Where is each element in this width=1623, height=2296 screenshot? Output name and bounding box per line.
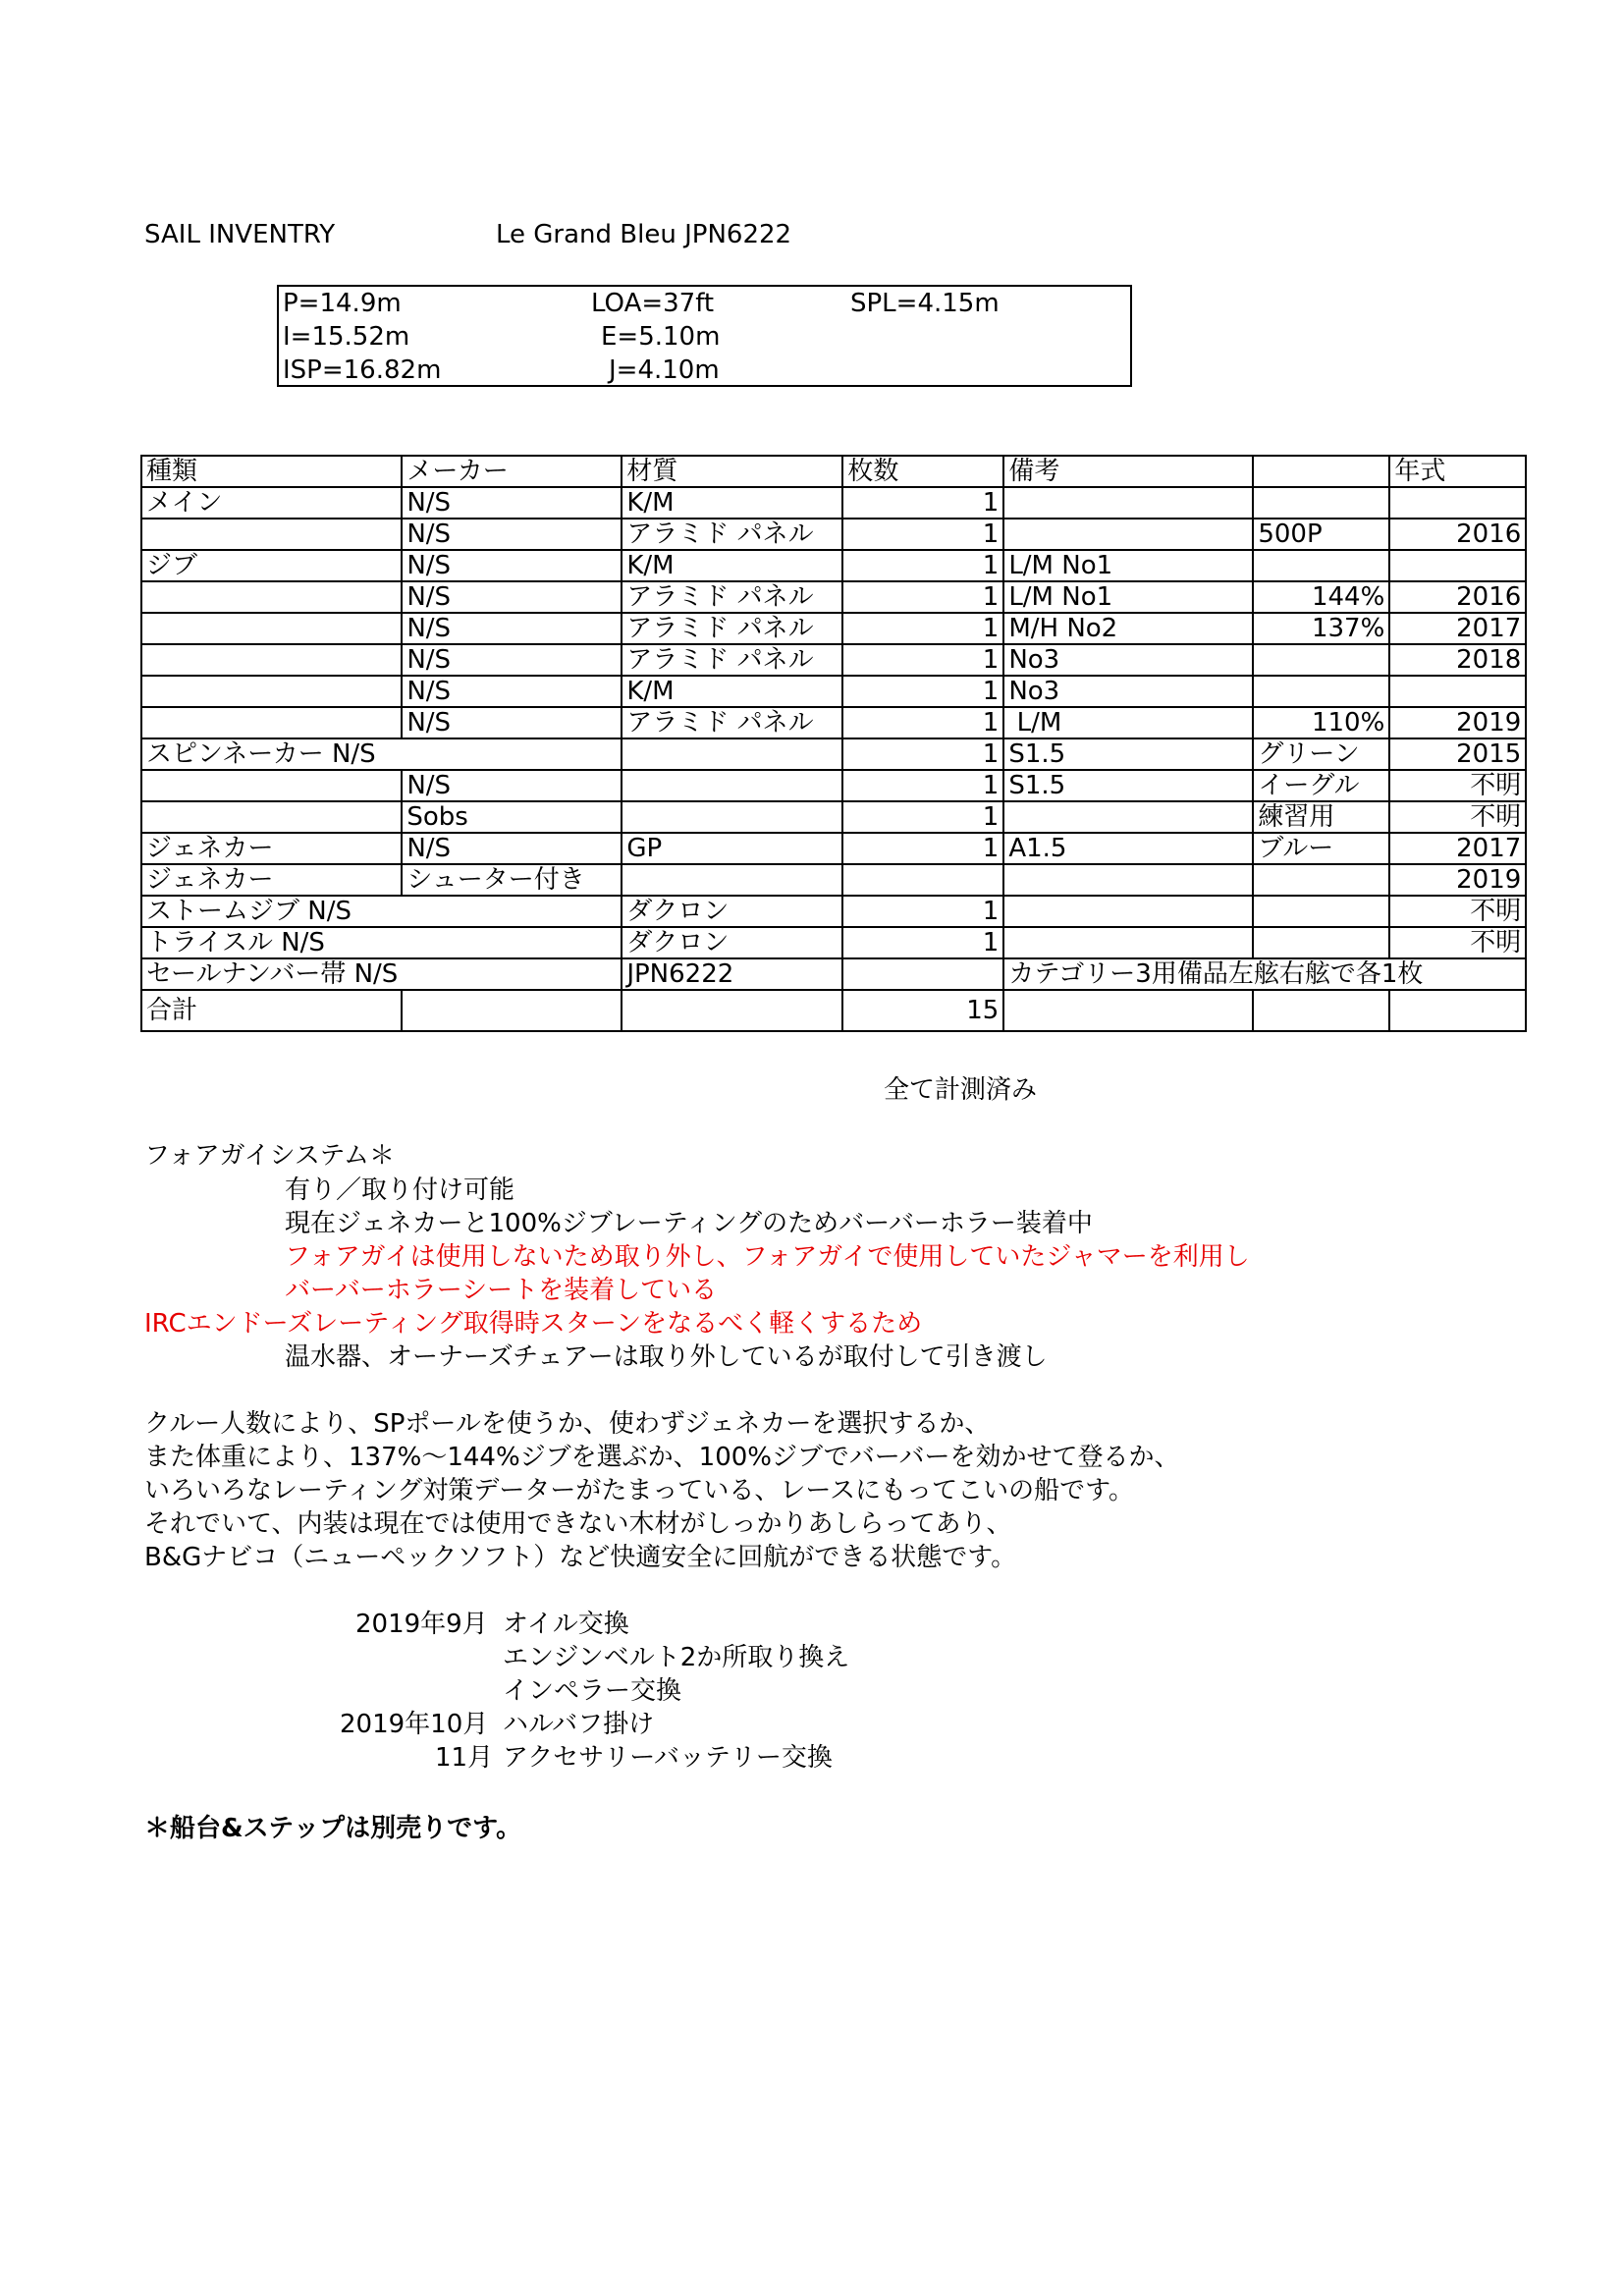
- table-row: [141, 801, 1526, 833]
- cell-count: 1: [842, 519, 1003, 550]
- cell-type: トライスル N/S: [141, 927, 402, 958]
- cell-material: [622, 864, 842, 896]
- cell-material: [622, 738, 842, 770]
- cell-material: K/M: [622, 550, 842, 581]
- cell-type: [141, 581, 402, 613]
- cell-note: [1003, 801, 1253, 833]
- header-cell: 備考: [1003, 456, 1253, 487]
- cell-extra: 110%: [1253, 707, 1389, 738]
- cell-type: ジェネカー: [141, 864, 402, 896]
- foreguy-line: 現在ジェネカーと100%ジブレーティングのためバーバーホラー装着中: [285, 1209, 1093, 1238]
- cell-count: [842, 864, 1003, 896]
- cell-year: 不明: [1389, 896, 1526, 927]
- cell-count: 1: [842, 801, 1003, 833]
- cell-extra: [1253, 676, 1389, 707]
- cell-type: [141, 644, 402, 676]
- cell-year: 2019: [1389, 707, 1526, 738]
- foreguy-line-red: IRCエンドーズレーティング取得時スターンをなるべく軽くするため: [144, 1309, 923, 1339]
- dim-j: J=4.10m: [609, 355, 720, 385]
- cell-extra: 500P: [1253, 519, 1389, 550]
- cell-total-label: 合計: [141, 990, 402, 1031]
- cell-count: 1: [842, 581, 1003, 613]
- maint-date: 2019年10月: [340, 1710, 489, 1739]
- dim-spl: SPL=4.15m: [850, 289, 1000, 318]
- cell-year: 不明: [1389, 801, 1526, 833]
- maint-date: 11月: [435, 1743, 494, 1773]
- doc-title: SAIL INVENTRY: [144, 220, 336, 249]
- cell-note: カテゴリー3用備品左舷右舷で各1枚: [1003, 958, 1526, 990]
- header-cell: 種類: [141, 456, 402, 487]
- cell-extra: [1253, 550, 1389, 581]
- table-row: [141, 896, 1526, 927]
- cell-year: 2015: [1389, 738, 1526, 770]
- table-row: [141, 487, 1526, 519]
- cell-count: 1: [842, 707, 1003, 738]
- cell-maker: [402, 958, 622, 990]
- cell-note: S1.5: [1003, 738, 1253, 770]
- cell-count: [842, 958, 1003, 990]
- cell-extra: [1253, 487, 1389, 519]
- cell-note: [1003, 896, 1253, 927]
- cell-year: [1389, 487, 1526, 519]
- cell-type: セールナンバー帯 N/S: [141, 958, 402, 990]
- cell-extra: 144%: [1253, 581, 1389, 613]
- cell-material: アラミド パネル: [622, 581, 842, 613]
- cell-maker: N/S: [402, 519, 622, 550]
- description-line: また体重により、137%～144%ジブを選ぶか、100%ジブでバーバーを効かせて登るか、: [144, 1443, 1180, 1472]
- cell-year: 2016: [1389, 581, 1526, 613]
- cell-maker: [402, 896, 622, 927]
- cell-year: 不明: [1389, 927, 1526, 958]
- cell-material: アラミド パネル: [622, 613, 842, 644]
- cell-type: ジブ: [141, 550, 402, 581]
- header-cell: 枚数: [842, 456, 1003, 487]
- cell-count: 1: [842, 676, 1003, 707]
- header-cell: 材質: [622, 456, 842, 487]
- cell-material: JPN6222: [622, 958, 842, 990]
- cell-note: No3: [1003, 676, 1253, 707]
- cell-maker: Sobs: [402, 801, 622, 833]
- cell-note: M/H No2: [1003, 613, 1253, 644]
- cell-year: [1389, 990, 1526, 1031]
- table-row: [141, 864, 1526, 896]
- cell-type: メイン: [141, 487, 402, 519]
- dim-loa: LOA=37ft: [591, 289, 715, 318]
- cell-maker: [402, 738, 622, 770]
- description-line: クルー人数により、SPポールを使うか、使わずジェネカーを選択するか、: [144, 1409, 991, 1439]
- table-row: [141, 519, 1526, 550]
- cell-note: [1003, 927, 1253, 958]
- foreguy-title: フォアガイシステム＊: [144, 1141, 396, 1171]
- table-row: [141, 581, 1526, 613]
- cell-extra: [1253, 896, 1389, 927]
- cell-material: アラミド パネル: [622, 519, 842, 550]
- cell-material: ダクロン: [622, 927, 842, 958]
- cell-count: 1: [842, 896, 1003, 927]
- dim-i: I=15.52m: [283, 322, 410, 352]
- description-line: B&Gナビコ（ニューペックソフト）など快適安全に回航ができる状態です。: [144, 1543, 1017, 1572]
- cell-material: K/M: [622, 487, 842, 519]
- cell-count: 1: [842, 550, 1003, 581]
- foreguy-line-red: バーバーホラーシートを装着している: [285, 1276, 718, 1305]
- cell-count: 1: [842, 833, 1003, 864]
- description-line: それでいて、内装は現在では使用できない木材がしっかりあしらってあり、: [144, 1509, 1012, 1539]
- cell-year: [1389, 550, 1526, 581]
- table-row: [141, 644, 1526, 676]
- cell-maker: N/S: [402, 487, 622, 519]
- table-row: [141, 833, 1526, 864]
- dim-p: P=14.9m: [283, 289, 402, 318]
- cell-maker: [402, 990, 622, 1031]
- cell-type: [141, 801, 402, 833]
- cell-count: 1: [842, 770, 1003, 801]
- table-row: [141, 770, 1526, 801]
- foreguy-line: 有り／取り付け可能: [285, 1175, 515, 1205]
- table-row: [141, 676, 1526, 707]
- maint-item: インペラー交換: [503, 1676, 682, 1706]
- maint-date: 2019年9月: [355, 1610, 488, 1639]
- header-cell: メーカー: [402, 456, 622, 487]
- cell-note: A1.5: [1003, 833, 1253, 864]
- cell-count: 1: [842, 644, 1003, 676]
- table-total-row: [141, 990, 1526, 1031]
- cell-maker: N/S: [402, 676, 622, 707]
- dim-isp: ISP=16.82m: [283, 355, 442, 385]
- cell-maker: [402, 927, 622, 958]
- cell-note: S1.5: [1003, 770, 1253, 801]
- header-cell: 年式: [1389, 456, 1526, 487]
- cell-maker: N/S: [402, 707, 622, 738]
- cell-extra: [1253, 927, 1389, 958]
- cell-material: [622, 801, 842, 833]
- cell-type: [141, 519, 402, 550]
- table-row: [141, 738, 1526, 770]
- cell-maker: N/S: [402, 770, 622, 801]
- cell-extra: [1253, 644, 1389, 676]
- cell-material: ダクロン: [622, 896, 842, 927]
- cell-count: 1: [842, 738, 1003, 770]
- cell-total-count: 15: [842, 990, 1003, 1031]
- cell-material: GP: [622, 833, 842, 864]
- cell-count: 1: [842, 613, 1003, 644]
- cell-type: [141, 613, 402, 644]
- cell-maker: N/S: [402, 581, 622, 613]
- maint-item: オイル交換: [503, 1610, 629, 1639]
- footnote: ＊船台&ステップは別売りです。: [144, 1814, 522, 1843]
- cell-type: ストームジブ N/S: [141, 896, 402, 927]
- cell-extra: グリーン: [1253, 738, 1389, 770]
- maint-item: ハルバフ掛け: [503, 1710, 655, 1739]
- boat-name: Le Grand Bleu JPN6222: [496, 220, 792, 249]
- table-row: [141, 613, 1526, 644]
- cell-year: 2017: [1389, 833, 1526, 864]
- cell-extra: [1253, 990, 1389, 1031]
- cell-count: 1: [842, 487, 1003, 519]
- cell-year: [1389, 676, 1526, 707]
- cell-extra: イーグル: [1253, 770, 1389, 801]
- table-header-row: [141, 456, 1526, 487]
- sail-inventory-table: [140, 455, 1527, 1032]
- cell-type: [141, 676, 402, 707]
- cell-maker: N/S: [402, 613, 622, 644]
- cell-material: [622, 990, 842, 1031]
- cell-note: No3: [1003, 644, 1253, 676]
- cell-material: K/M: [622, 676, 842, 707]
- cell-note: L/M: [1003, 707, 1253, 738]
- cell-year: 2018: [1389, 644, 1526, 676]
- dim-e: E=5.10m: [601, 322, 721, 352]
- measured-note: 全て計測済み: [884, 1075, 1038, 1105]
- cell-year: 2019: [1389, 864, 1526, 896]
- cell-extra: ブルー: [1253, 833, 1389, 864]
- cell-count: 1: [842, 927, 1003, 958]
- cell-maker: シューター付き: [402, 864, 622, 896]
- cell-type: スピンネーカー N/S: [141, 738, 402, 770]
- cell-type: [141, 770, 402, 801]
- cell-material: [622, 770, 842, 801]
- cell-note: [1003, 990, 1253, 1031]
- cell-note: L/M No1: [1003, 581, 1253, 613]
- table-row: [141, 550, 1526, 581]
- cell-extra: [1253, 864, 1389, 896]
- cell-extra: 練習用: [1253, 801, 1389, 833]
- cell-material: アラミド パネル: [622, 707, 842, 738]
- table-row: [141, 707, 1526, 738]
- cell-extra: 137%: [1253, 613, 1389, 644]
- table-row: [141, 958, 1526, 990]
- dimensions-box: [277, 285, 1132, 387]
- cell-maker: N/S: [402, 644, 622, 676]
- cell-year: 2017: [1389, 613, 1526, 644]
- cell-type: ジェネカー: [141, 833, 402, 864]
- cell-year: 不明: [1389, 770, 1526, 801]
- header-cell: [1253, 456, 1389, 487]
- cell-note: L/M No1: [1003, 550, 1253, 581]
- cell-note: [1003, 519, 1253, 550]
- cell-maker: N/S: [402, 550, 622, 581]
- description-line: いろいろなレーティング対策データーがたまっている、レースにもってこいの船です。: [144, 1476, 1135, 1505]
- cell-note: [1003, 487, 1253, 519]
- foreguy-line-red: フォアガイは使用しないため取り外し、フォアガイで使用していたジャマーを利用し: [285, 1242, 1250, 1272]
- cell-note: [1003, 864, 1253, 896]
- maint-item: エンジンベルト2か所取り換え: [503, 1643, 850, 1672]
- cell-material: アラミド パネル: [622, 644, 842, 676]
- cell-type: [141, 707, 402, 738]
- cell-year: 2016: [1389, 519, 1526, 550]
- foreguy-line: 温水器、オーナーズチェアーは取り外しているが取付して引き渡し: [285, 1342, 1048, 1372]
- maint-item: アクセサリーバッテリー交換: [503, 1743, 833, 1773]
- table-row: [141, 927, 1526, 958]
- cell-maker: N/S: [402, 833, 622, 864]
